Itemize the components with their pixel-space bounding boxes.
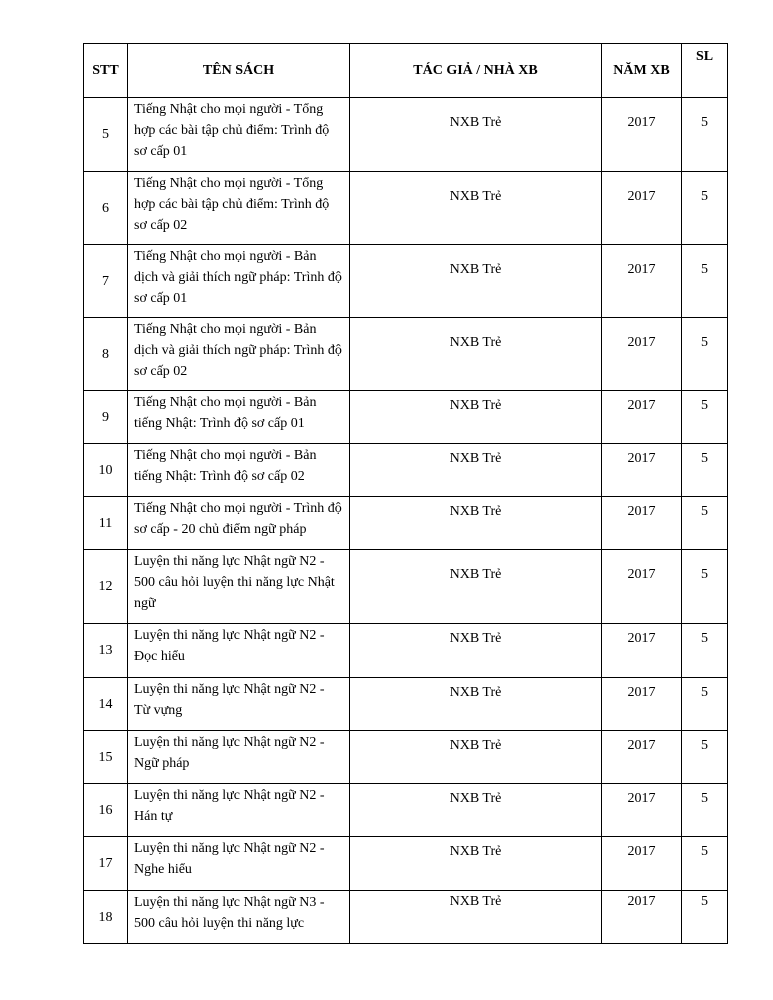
row-author: NXB Trẻ — [449, 791, 502, 806]
row-author: NXB Trẻ — [449, 451, 502, 466]
row-year: 2017 — [627, 844, 656, 859]
row-qty-cell — [682, 444, 728, 497]
row-year: 2017 — [627, 398, 656, 413]
header-author: TÁC GIẢ / NHÀ XB — [350, 44, 602, 98]
row-qty-cell — [682, 391, 728, 444]
row-qty: 5 — [701, 262, 708, 277]
row-title: Tiếng Nhật cho mọi người - Tổng hợp các bài tập chủ điểm: Trình độ sơ cấp 02 — [128, 172, 350, 245]
row-stt: 15 — [84, 731, 128, 784]
row-qty-cell — [682, 784, 728, 837]
row-qty: 5 — [701, 504, 708, 519]
row-qty: 5 — [701, 631, 708, 646]
row-year: 2017 — [627, 567, 656, 582]
row-year-cell — [602, 731, 682, 784]
row-author-cell — [350, 784, 602, 837]
row-qty: 5 — [701, 189, 708, 204]
row-year-cell — [602, 837, 682, 891]
row-author-cell — [350, 444, 602, 497]
row-author: NXB Trẻ — [449, 567, 502, 582]
row-author-cell — [350, 837, 602, 891]
row-author: NXB Trẻ — [449, 115, 502, 130]
row-year: 2017 — [627, 791, 656, 806]
row-year: 2017 — [627, 189, 656, 204]
row-title: Luyện thi năng lực Nhật ngữ N2 - Từ vựng — [128, 678, 350, 731]
row-stt: 6 — [84, 172, 128, 245]
row-year-cell — [602, 98, 682, 172]
table-row — [84, 98, 728, 172]
row-author: NXB Trẻ — [449, 262, 502, 277]
row-author: NXB Trẻ — [449, 189, 502, 204]
header-qty — [682, 44, 728, 98]
row-title: Tiếng Nhật cho mọi người - Trình độ sơ cấp - 20 chủ điểm ngữ pháp — [128, 497, 350, 550]
row-year: 2017 — [627, 335, 656, 350]
row-author-cell — [350, 624, 602, 678]
book-list-table — [83, 43, 728, 944]
row-qty-cell — [682, 98, 728, 172]
row-stt: 8 — [84, 318, 128, 391]
row-stt: 7 — [84, 245, 128, 318]
row-title: Tiếng Nhật cho mọi người - Bản tiếng Nhật: Trình độ sơ cấp 01 — [128, 391, 350, 444]
row-year: 2017 — [627, 115, 656, 130]
row-qty: 5 — [701, 791, 708, 806]
header-year: NĂM XB — [602, 44, 682, 98]
row-year-cell — [602, 172, 682, 245]
table-row — [84, 784, 728, 837]
row-qty: 5 — [701, 335, 708, 350]
row-stt: 17 — [84, 837, 128, 891]
row-author-cell — [350, 731, 602, 784]
row-year-cell — [602, 624, 682, 678]
row-year-cell — [602, 245, 682, 318]
row-qty: 5 — [701, 685, 708, 700]
row-year: 2017 — [627, 504, 656, 519]
table-row — [84, 318, 728, 391]
row-year: 2017 — [627, 631, 656, 646]
row-year: 2017 — [627, 894, 656, 909]
row-qty-cell — [682, 837, 728, 891]
row-stt: 16 — [84, 784, 128, 837]
row-title: Luyện thi năng lực Nhật ngữ N2 - Nghe hiểu — [128, 837, 350, 891]
row-qty-cell — [682, 497, 728, 550]
row-year-cell — [602, 784, 682, 837]
row-author-cell — [350, 318, 602, 391]
row-year: 2017 — [627, 451, 656, 466]
header-stt: STT — [84, 44, 128, 98]
row-qty: 5 — [701, 738, 708, 753]
header-qty-label: SL — [695, 49, 714, 64]
table-row — [84, 172, 728, 245]
table-row — [84, 678, 728, 731]
row-year-cell — [602, 497, 682, 550]
row-qty-cell — [682, 624, 728, 678]
row-qty: 5 — [701, 567, 708, 582]
row-title: Luyện thi năng lực Nhật ngữ N2 - Đọc hiểu — [128, 624, 350, 678]
table-row — [84, 550, 728, 624]
row-author-cell — [350, 98, 602, 172]
row-author: NXB Trẻ — [449, 894, 502, 909]
row-title: Tiếng Nhật cho mọi người - Bản dịch và giải thích ngữ pháp: Trình độ sơ cấp 02 — [128, 318, 350, 391]
row-author-cell — [350, 172, 602, 245]
row-author-cell — [350, 550, 602, 624]
row-author: NXB Trẻ — [449, 738, 502, 753]
table-row — [84, 391, 728, 444]
row-title: Tiếng Nhật cho mọi người - Tổng hợp các bài tập chủ điểm: Trình độ sơ cấp 01 — [128, 98, 350, 172]
row-qty-cell — [682, 550, 728, 624]
row-year: 2017 — [627, 738, 656, 753]
row-year-cell — [602, 678, 682, 731]
row-qty-cell — [682, 891, 728, 944]
row-qty: 5 — [701, 398, 708, 413]
row-stt: 18 — [84, 891, 128, 944]
row-qty: 5 — [701, 894, 708, 909]
row-year-cell — [602, 891, 682, 944]
row-author: NXB Trẻ — [449, 335, 502, 350]
row-stt: 11 — [84, 497, 128, 550]
table-row — [84, 245, 728, 318]
row-author-cell — [350, 497, 602, 550]
row-author: NXB Trẻ — [449, 398, 502, 413]
row-author-cell — [350, 245, 602, 318]
row-title: Luyện thi năng lực Nhật ngữ N2 - Hán tự — [128, 784, 350, 837]
row-author: NXB Trẻ — [449, 685, 502, 700]
table-row — [84, 891, 728, 944]
row-year: 2017 — [627, 262, 656, 277]
row-title: Luyện thi năng lực Nhật ngữ N3 - 500 câu hỏi luyện thi năng lực — [128, 891, 350, 944]
table-row — [84, 444, 728, 497]
row-qty-cell — [682, 678, 728, 731]
row-author: NXB Trẻ — [449, 631, 502, 646]
row-year: 2017 — [627, 685, 656, 700]
row-author-cell — [350, 678, 602, 731]
row-stt: 13 — [84, 624, 128, 678]
row-qty: 5 — [701, 115, 708, 130]
row-stt: 14 — [84, 678, 128, 731]
table-row — [84, 497, 728, 550]
row-title: Tiếng Nhật cho mọi người - Bản tiếng Nhật: Trình độ sơ cấp 02 — [128, 444, 350, 497]
row-year-cell — [602, 391, 682, 444]
row-year-cell — [602, 550, 682, 624]
row-stt: 9 — [84, 391, 128, 444]
row-qty-cell — [682, 731, 728, 784]
row-author-cell — [350, 391, 602, 444]
row-stt: 12 — [84, 550, 128, 624]
row-author: NXB Trẻ — [449, 504, 502, 519]
header-title: TÊN SÁCH — [128, 44, 350, 98]
table-row — [84, 624, 728, 678]
row-qty-cell — [682, 318, 728, 391]
table-header-row — [84, 44, 728, 98]
row-year-cell — [602, 444, 682, 497]
row-stt: 5 — [84, 98, 128, 172]
row-stt: 10 — [84, 444, 128, 497]
row-qty-cell — [682, 245, 728, 318]
row-title: Luyện thi năng lực Nhật ngữ N2 - Ngữ pháp — [128, 731, 350, 784]
row-qty: 5 — [701, 844, 708, 859]
table-row — [84, 837, 728, 891]
row-author-cell — [350, 891, 602, 944]
row-title: Luyện thi năng lực Nhật ngữ N2 - 500 câu hỏi luyện thi năng lực Nhật ngữ — [128, 550, 350, 624]
table-row — [84, 731, 728, 784]
row-qty-cell — [682, 172, 728, 245]
row-qty: 5 — [701, 451, 708, 466]
row-year-cell — [602, 318, 682, 391]
row-title: Tiếng Nhật cho mọi người - Bản dịch và giải thích ngữ pháp: Trình độ sơ cấp 01 — [128, 245, 350, 318]
row-author: NXB Trẻ — [449, 844, 502, 859]
